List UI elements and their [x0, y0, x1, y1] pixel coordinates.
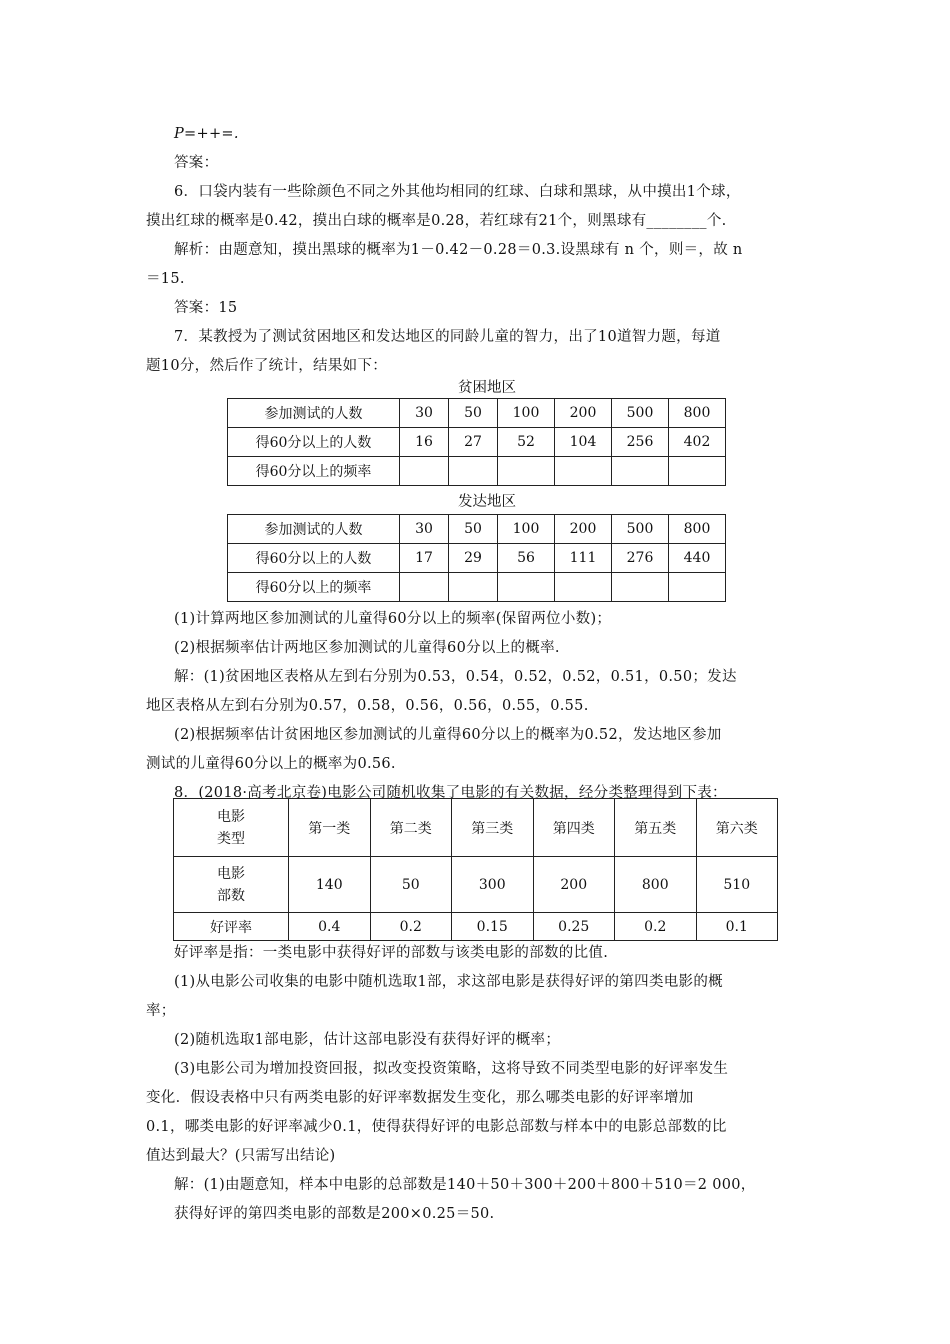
table-cell: 0.2: [370, 913, 452, 941]
solution-6-line-2: ＝15.: [146, 271, 185, 287]
table-cell: 得60分以上的人数: [228, 428, 400, 457]
table-cell: 得60分以上的频率: [228, 457, 400, 486]
table-cell: 200: [555, 399, 612, 428]
table-cell: 510: [696, 857, 778, 913]
answer-6: 答案：15: [174, 300, 238, 316]
table-cell: 300: [452, 857, 534, 913]
table-cell: 好评率: [174, 913, 289, 941]
table-cell: 0.4: [289, 913, 371, 941]
table-cell: [498, 573, 555, 602]
table-cell: 100: [498, 515, 555, 544]
table-cell: 0.1: [696, 913, 778, 941]
table-cell: 第五类: [615, 799, 697, 857]
table-row: [228, 457, 726, 486]
problem-7-line-1: 7．某教授为了测试贫困地区和发达地区的同龄儿童的智力，出了10道智力题，每道: [174, 329, 721, 345]
table-cell: 电影 类型: [174, 799, 289, 857]
table-cell: 52: [498, 428, 555, 457]
table-cell: 16: [400, 428, 449, 457]
question-8-3-line-2: 变化．假设表格中只有两类电影的好评率数据发生变化，那么哪类电影的好评率增加: [146, 1090, 694, 1106]
table-cell: 402: [669, 428, 726, 457]
table-cell: [612, 457, 669, 486]
problem-8-line-1: 8．(2018·高考北京卷)电影公司随机收集了电影的有关数据，经分类整理得到下表：: [174, 785, 727, 801]
table-cell: [555, 573, 612, 602]
table-cell: 256: [612, 428, 669, 457]
table-cell: 800: [669, 515, 726, 544]
question-8-1-line-1: (1)从电影公司收集的电影中随机选取1部，求这部电影是获得好评的第四类电影的概: [174, 974, 723, 990]
table-cell: 111: [555, 544, 612, 573]
table-cell: [449, 573, 498, 602]
solution-8-line-1: 解：(1)由题意知，样本中电影的总部数是140＋50＋300＋200＋800＋510＝2 000，: [174, 1177, 756, 1193]
table-cell: 500: [612, 399, 669, 428]
table-cell: 140: [289, 857, 371, 913]
table-cell: 800: [669, 399, 726, 428]
solution-6-line-1: 解析：由题意知，摸出黑球的概率为1－0.42－0.28＝0.3.设黑球有 n 个，则＝，故 n: [174, 242, 743, 258]
definition-line: 好评率是指：一类电影中获得好评的部数与该类电影的部数的比值.: [174, 945, 609, 961]
table-cell: 50: [449, 515, 498, 544]
table-row: [228, 399, 726, 428]
formula-line: P=++=.: [174, 126, 239, 142]
table-cell: 30: [400, 399, 449, 428]
table-rich: [227, 514, 726, 602]
table-cell: 276: [612, 544, 669, 573]
solution-8-line-2: 获得好评的第四类电影的部数是200×0.25＝50.: [174, 1206, 495, 1222]
table-cell: 500: [612, 515, 669, 544]
table-row: [174, 913, 778, 941]
table-cell: 得60分以上的人数: [228, 544, 400, 573]
table-cell: 17: [400, 544, 449, 573]
question-8-1-line-2: 率；: [146, 1003, 176, 1019]
table-cell: 440: [669, 544, 726, 573]
table-cell: [555, 457, 612, 486]
table-cell: 30: [400, 515, 449, 544]
table-row: [228, 573, 726, 602]
table-cell: 50: [370, 857, 452, 913]
table-cell: 56: [498, 544, 555, 573]
table-cell: 29: [449, 544, 498, 573]
table-cell: 800: [615, 857, 697, 913]
answer-label: 答案：: [174, 155, 219, 171]
table-cell: 0.25: [533, 913, 615, 941]
table-cell: 27: [449, 428, 498, 457]
table-cell: 第三类: [452, 799, 534, 857]
table-cell: 第六类: [696, 799, 778, 857]
question-8-3-line-3: 0.1，哪类电影的好评率减少0.1，使得获得好评的电影总部数与样本中的电影总部数的比: [146, 1119, 727, 1135]
table-row: [228, 544, 726, 573]
table-cell: 0.15: [452, 913, 534, 941]
table-cell: [669, 573, 726, 602]
solution-7-line-1: 解：(1)贫困地区表格从左到右分别为0.53，0.54，0.52，0.52，0.51，0.50；发达: [174, 669, 737, 685]
table-cell: 200: [533, 857, 615, 913]
problem-7-line-2: 题10分，然后作了统计，结果如下：: [146, 358, 388, 374]
table-rich-caption: 发达地区: [458, 494, 516, 510]
solution-7-line-2: 地区表格从左到右分别为0.57，0.58，0.56，0.56，0.55，0.55.: [146, 698, 589, 714]
table-cell: 参加测试的人数: [228, 399, 400, 428]
table-cell: [498, 457, 555, 486]
table-cell: [612, 573, 669, 602]
table-poor: [227, 398, 726, 486]
question-8-2: (2)随机选取1部电影，估计这部电影没有获得好评的概率；: [174, 1032, 561, 1048]
question-7-1: (1)计算两地区参加测试的儿童得60分以上的频率(保留两位小数)；: [174, 611, 612, 627]
question-8-3-line-4: 值达到最大？(只需写出结论): [146, 1148, 336, 1164]
table-cell: 50: [449, 399, 498, 428]
solution-7-line-4: 测试的儿童得60分以上的概率为0.56.: [146, 756, 396, 772]
table-cell: [400, 457, 449, 486]
table-row: [174, 857, 778, 913]
table-cell: 得60分以上的频率: [228, 573, 400, 602]
table-cell: [669, 457, 726, 486]
table-cell: 104: [555, 428, 612, 457]
solution-7-line-3: (2)根据频率估计贫困地区参加测试的儿童得60分以上的概率为0.52，发达地区参加: [174, 727, 722, 743]
question-8-3-line-1: (3)电影公司为增加投资回报，拟改变投资策略，这将导致不同类型电影的好评率发生: [174, 1061, 729, 1077]
table-row: [228, 515, 726, 544]
table-cell: 200: [555, 515, 612, 544]
table-cell: 电影 部数: [174, 857, 289, 913]
table-cell: 100: [498, 399, 555, 428]
table-cell: 第四类: [533, 799, 615, 857]
table-cell: 参加测试的人数: [228, 515, 400, 544]
table-cell: [449, 457, 498, 486]
table-row: [174, 799, 778, 857]
table-cell: 第二类: [370, 799, 452, 857]
problem-6-line-1: 6．口袋内装有一些除颜色不同之外其他均相同的红球、白球和黑球，从中摸出1个球，: [174, 184, 741, 200]
table-cell: [400, 573, 449, 602]
problem-6-line-2: 摸出红球的概率是0.42，摸出白球的概率是0.28，若红球有21个，则黑球有________个.: [146, 213, 727, 229]
table-poor-caption: 贫困地区: [458, 380, 516, 396]
table-cell: 0.2: [615, 913, 697, 941]
question-7-2: (2)根据频率估计两地区参加测试的儿童得60分以上的概率.: [174, 640, 560, 656]
table-row: [228, 428, 726, 457]
table-cell: 第一类: [289, 799, 371, 857]
table-movie: [173, 798, 778, 941]
